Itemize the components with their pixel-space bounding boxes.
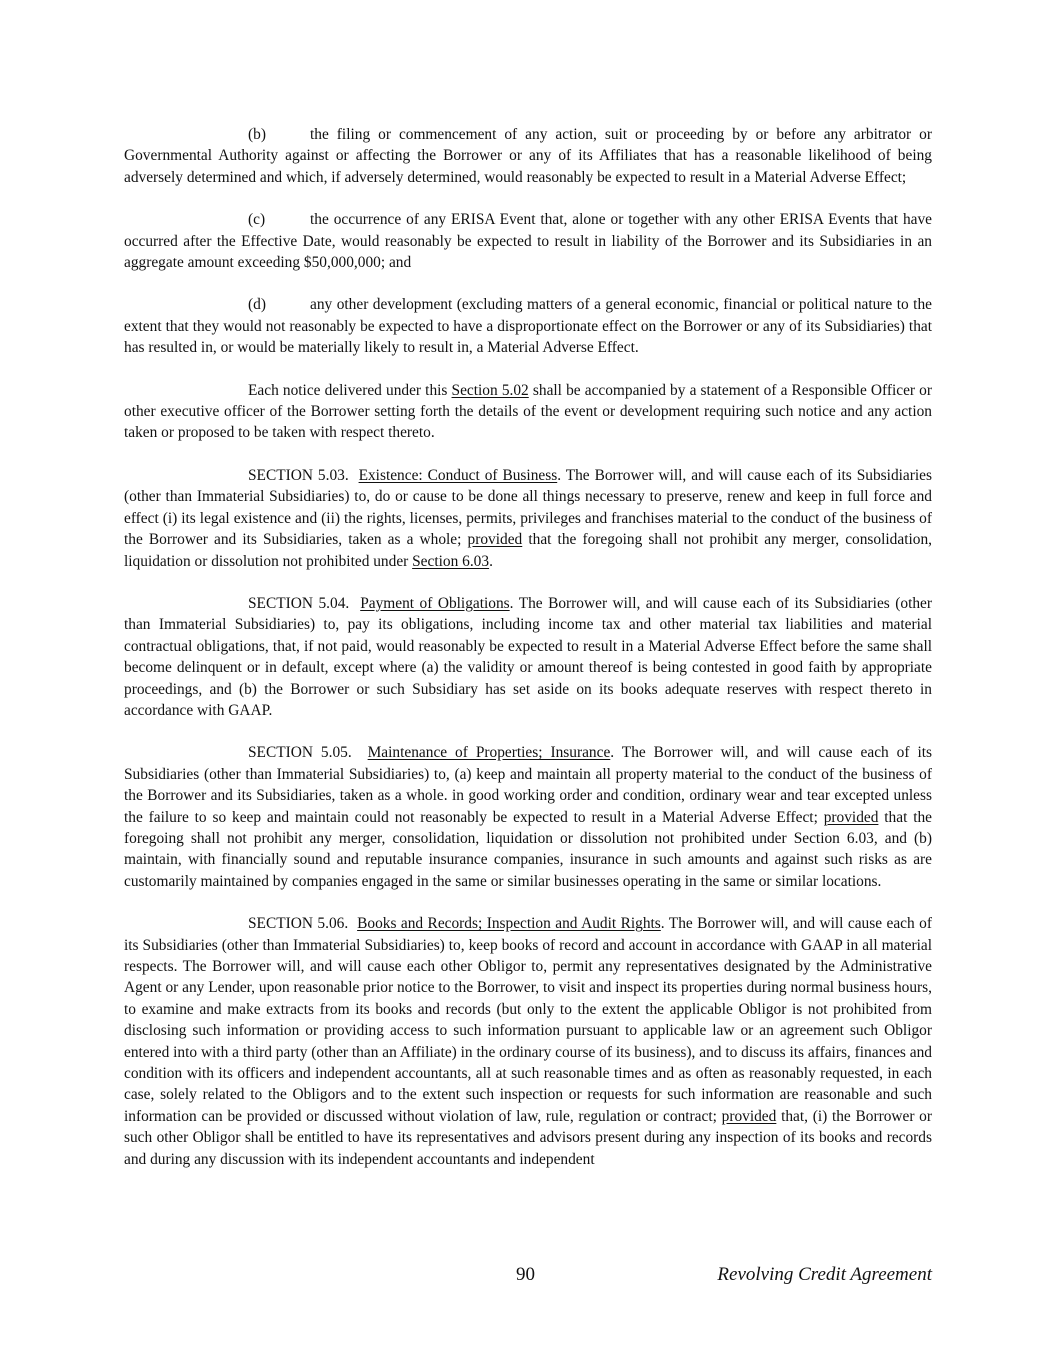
section-text: . The Borrower will, and will cause each of its Subsidiaries (other than Immaterial Subsidiaries) to, keep books of record and account in accordance with GAAP in all material respects. The Borrower will, and will cause each other Obligor to, permit any representatives designated by the Administrative Agent or any Lender, upon reasonable prior notice to the Borrower, to visit and inspect its properties during normal business hours, to examine and make extracts from its books and records (but only to the extent the applicable Obligor is not prohibited from disclosing such information or providing access to such information pursuant to applicable law or an agreement such Obligor entered into with a third party (other than an Affiliate) in the ordinary course of its business), and to discuss its affairs, finances and condition with its officers and independent accountants, all at such reasonable times and as often as reasonably requested, in each case, solely related to the Obligors and to the extent such inspection or requests for such information are reasonable and such information can be provided or discussed without violation of law, rule, regulation or contract;: [124, 915, 932, 1125]
section-text: . The Borrower will, and will cause each of its Subsidiaries (other than Immaterial Subsidiaries) to, do or cause to be done all things necessary to preserve, renew and keep in full force and effect (i) its legal existence and (ii) the rights, licenses, permits, privileges and franchises material to the conduct of the business of the Borrower and its Subsidiaries, taken as a whole;: [124, 466, 932, 549]
section-5-05: [124, 742, 932, 892]
section-number: SECTION 5.05.: [248, 744, 352, 762]
section-number: SECTION 5.04.: [248, 594, 350, 612]
section-number: SECTION 5.06.: [248, 915, 349, 933]
notice-text-before: Each notice delivered under this: [248, 381, 452, 399]
provided-term: provided: [721, 1107, 777, 1125]
clause-b: [124, 124, 932, 188]
document-page: [124, 124, 932, 1191]
clause-text: the filing or commencement of any action, suit or proceeding by or before any arbitrator or Governmental Authority against or affecting the Borrower or any of its Affiliates that has a reasonable likelihood of being adversely determined and which, if adversely determined, would reasonably be expected to result in a Material Adverse Effect;: [124, 126, 932, 186]
section-text: .: [489, 552, 493, 570]
section-5-04: [124, 593, 932, 721]
provided-term: provided: [823, 808, 879, 826]
section-heading: Books and Records; Inspection and Audit Rights: [357, 915, 661, 933]
page-number: 90: [516, 1264, 535, 1285]
section-text: that the foregoing shall not prohibit any merger, consolidation, liquidation or dissolution not prohibited under: [124, 531, 932, 570]
section-reference-link: Section 6.03: [412, 552, 490, 570]
clause-text: the occurrence of any ERISA Event that, alone or together with any other ERISA Events that have occurred after the Effective Date, would reasonably be expected to result in liability of the Borrower and its Subsidiaries in an aggregate amount exceeding $50,000,000; and: [124, 211, 932, 272]
section-heading: Payment of Obligations: [360, 594, 510, 612]
section-text: that the foregoing shall not prohibit any merger, consolidation, liquidation or dissolution not prohibited under Section 6.03, and (b) maintain, with financially sound and reputable insurance companies, insurance in such amounts and against such risks as are customarily maintained by companies engaged in the same or similar businesses operating in the same or similar locations.: [124, 808, 932, 890]
clause-label: (b): [248, 126, 266, 143]
section-text: . The Borrower will, and will cause each of its Subsidiaries (other than Immaterial Subsidiaries) to, pay its obligations, including income tax and other material tax liabilities and material contractual obligations, that, if not paid, would reasonably be expected to result in a Material Adverse Effect before the same shall become delinquent or in default, except where (a) the validity or amount thereof is being contested in good faith by appropriate proceedings, and (b) the Borrower or such Subsidiary has set aside on its books adequate reserves with respect thereto in accordance with GAAP.: [124, 594, 932, 719]
section-heading: Maintenance of Properties; Insurance: [367, 744, 611, 762]
notice-text-after: shall be accompanied by a statement of a Responsible Officer or other executive officer of the Borrower setting forth the details of the event or development requiring such notice and any action taken or proposed to be taken with respect thereto.: [124, 381, 932, 442]
clause-label: (c): [248, 211, 266, 229]
provided-term: provided: [467, 531, 523, 549]
section-5-06: [124, 913, 932, 1170]
clause-text: any other development (excluding matters of a general economic, financial or political nature to the extent that they would not reasonably be expected to have a disproportionate effect on the Borrower or any of its Subsidiaries) that has resulted in, or would be materially likely to result in, a Material Adverse Effect.: [124, 296, 932, 357]
clause-d: [124, 294, 932, 358]
page-footer: [0, 1264, 1055, 1290]
section-reference-link: Section 5.02: [451, 381, 529, 399]
section-text: . The Borrower will, and will cause each of its Subsidiaries (other than Immaterial Subsidiaries) to, (a) keep and maintain all property material to the conduct of the business of the Borrower and its Subsidiaries, taken as a whole. in good working order and condition, ordinary wear and tear excepted unless the failure to so keep and maintain could not reasonably be expected to result in a Material Adverse Effect;: [124, 744, 932, 826]
section-text: that, (i) the Borrower or such other Obligor shall be entitled to have its representatives and advisors present during any inspection of its books and records and during any discussion with its independent accountants and independent: [124, 1107, 932, 1168]
section-5-03: [124, 465, 932, 572]
document-title: Revolving Credit Agreement: [717, 1264, 932, 1285]
clause-label: (d): [248, 296, 266, 314]
section-heading: Existence: Conduct of Business: [358, 466, 558, 484]
section-number: SECTION 5.03.: [248, 466, 349, 484]
clause-c: [124, 209, 932, 273]
notice-paragraph: [124, 380, 932, 444]
